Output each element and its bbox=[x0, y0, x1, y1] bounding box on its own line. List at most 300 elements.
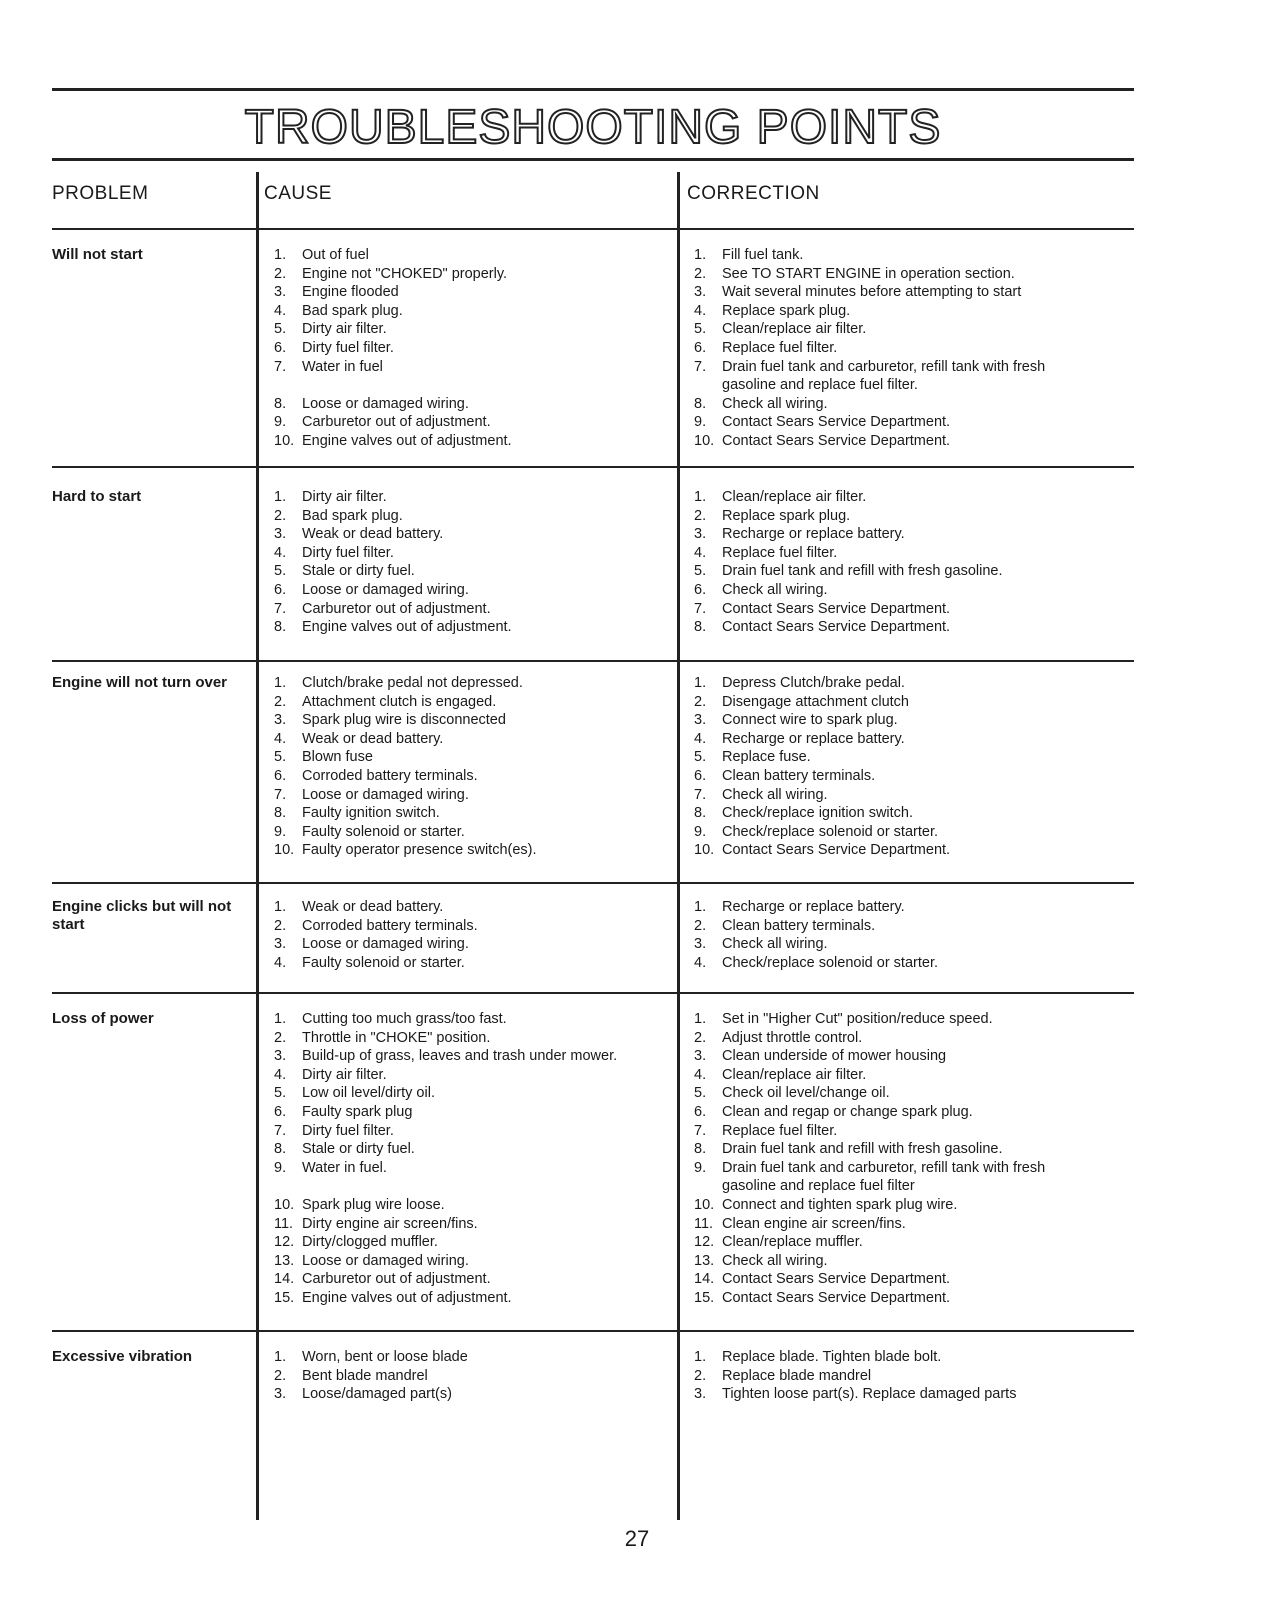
item-text: Weak or dead battery. bbox=[302, 899, 444, 915]
item-text: Dirty fuel filter. bbox=[302, 1122, 394, 1139]
item-number: 4. bbox=[694, 730, 707, 747]
correction-item bbox=[694, 711, 1134, 730]
item-number: 2. bbox=[274, 1367, 287, 1384]
item-text: Engine valves out of adjustment. bbox=[302, 432, 512, 449]
correction-item bbox=[694, 917, 1134, 936]
cause-item bbox=[274, 954, 694, 973]
item-number: 2. bbox=[274, 507, 287, 524]
item-text: Loose or damaged wiring. bbox=[302, 581, 469, 598]
item-number: 4. bbox=[274, 544, 287, 561]
item-number: 1. bbox=[694, 1349, 707, 1365]
correction-item bbox=[694, 395, 1134, 414]
item-number: 8. bbox=[694, 619, 707, 636]
item-text: Stale or dirty fuel. bbox=[302, 1141, 415, 1158]
item-number: 9. bbox=[694, 414, 707, 431]
section-separator bbox=[52, 466, 1134, 468]
item-text: Dirty air filter. bbox=[302, 321, 387, 338]
correction-item bbox=[694, 246, 1134, 265]
item-text: Loose/damaged part(s) bbox=[302, 1386, 452, 1403]
item-text: Clean engine air screen/fins. bbox=[722, 1215, 906, 1232]
cause-item bbox=[274, 302, 694, 321]
header-rule bbox=[52, 228, 1134, 230]
correction-item bbox=[694, 954, 1134, 973]
item-text bbox=[302, 376, 694, 395]
cause-item bbox=[274, 935, 694, 954]
item-text: Clean battery terminals. bbox=[722, 767, 876, 784]
correction-item bbox=[694, 935, 1134, 954]
cause-item bbox=[274, 1103, 694, 1122]
section-separator bbox=[52, 660, 1134, 662]
correction-item bbox=[694, 1029, 1134, 1048]
cause-item bbox=[274, 1367, 694, 1386]
cause-list bbox=[274, 1010, 694, 1308]
item-text: Replace spark plug. bbox=[722, 507, 851, 524]
cause-item bbox=[274, 693, 694, 712]
correction-item bbox=[694, 786, 1134, 805]
item-text: Faulty solenoid or starter. bbox=[302, 823, 465, 840]
item-text: Weak or dead battery. bbox=[302, 526, 444, 543]
section-separator bbox=[52, 882, 1134, 884]
item-text: Stale or dirty fuel. bbox=[302, 563, 415, 580]
item-text: Low oil level/dirty oil. bbox=[302, 1085, 435, 1102]
correction-item bbox=[694, 1010, 1134, 1029]
item-number: 5. bbox=[274, 749, 287, 766]
page-title: TROUBLESHOOTING POINTS bbox=[244, 101, 942, 154]
item-text: Dirty air filter. bbox=[302, 489, 387, 505]
item-text: Clutch/brake pedal not depressed. bbox=[302, 675, 523, 691]
item-number: 7. bbox=[274, 358, 287, 375]
item-text: Faulty spark plug bbox=[302, 1103, 413, 1120]
item-number: 13. bbox=[694, 1252, 715, 1269]
problem-label: Engine clicks but will not start bbox=[52, 898, 232, 933]
cause-item bbox=[274, 898, 694, 917]
item-number bbox=[274, 1177, 302, 1196]
item-text: Adjust throttle control. bbox=[722, 1029, 863, 1046]
item-text: Faulty operator presence switch(es). bbox=[302, 842, 537, 859]
correction-list bbox=[694, 1010, 1134, 1308]
item-text: Dirty fuel filter. bbox=[302, 544, 394, 561]
cause-item bbox=[274, 618, 694, 637]
item-text: Loose or damaged wiring. bbox=[302, 395, 469, 412]
item-number: 2. bbox=[694, 265, 707, 282]
item-number: 6. bbox=[274, 581, 287, 598]
correction-list bbox=[694, 674, 1134, 860]
correction-item bbox=[694, 1103, 1134, 1122]
correction-item bbox=[694, 1270, 1134, 1289]
item-number: 3. bbox=[274, 1386, 287, 1403]
item-number: 13. bbox=[274, 1252, 295, 1269]
item-text: Contact Sears Service Department. bbox=[722, 432, 951, 449]
cause-item bbox=[274, 1270, 694, 1289]
item-text: Engine valves out of adjustment. bbox=[302, 619, 512, 636]
item-number: 1. bbox=[694, 1011, 707, 1027]
item-number: 2. bbox=[694, 1029, 707, 1046]
correction-item bbox=[694, 488, 1134, 507]
item-text: Clean battery terminals. bbox=[722, 917, 876, 934]
item-text: Blown fuse bbox=[302, 749, 373, 766]
top-rule bbox=[52, 88, 1134, 91]
cause-item bbox=[274, 841, 694, 860]
item-text: Check all wiring. bbox=[722, 395, 828, 412]
item-number: 3. bbox=[694, 712, 707, 729]
correction-item bbox=[694, 302, 1134, 321]
item-text: Contact Sears Service Department. bbox=[722, 619, 951, 636]
item-number: 3. bbox=[274, 1048, 287, 1065]
item-text: Bad spark plug. bbox=[302, 507, 403, 524]
item-number: 7. bbox=[274, 1122, 287, 1139]
item-text: Recharge or replace battery. bbox=[722, 526, 905, 543]
item-number: 14. bbox=[274, 1271, 295, 1288]
item-text: Check/replace solenoid or starter. bbox=[722, 823, 938, 840]
cause-list bbox=[274, 246, 694, 451]
item-text: Carburetor out of adjustment. bbox=[302, 1271, 491, 1288]
correction-item bbox=[694, 693, 1134, 712]
cause-item bbox=[274, 730, 694, 749]
item-number: 3. bbox=[694, 284, 707, 301]
correction-item bbox=[694, 1196, 1134, 1215]
cause-item bbox=[274, 1196, 694, 1215]
item-text: Drain fuel tank and carburetor, refill tank with fresh bbox=[722, 358, 1046, 375]
cause-item bbox=[274, 1348, 694, 1367]
item-text: Bent blade mandrel bbox=[302, 1367, 428, 1384]
item-text: Out of fuel bbox=[302, 247, 369, 263]
cause-item bbox=[274, 917, 694, 936]
item-number: 1. bbox=[274, 247, 287, 263]
cause-item bbox=[274, 395, 694, 414]
cause-list bbox=[274, 674, 694, 860]
item-text: Recharge or replace battery. bbox=[722, 899, 905, 915]
correction-item bbox=[694, 432, 1134, 451]
item-text: Set in "Higher Cut" position/reduce speed. bbox=[722, 1011, 993, 1027]
cause-item bbox=[274, 1385, 694, 1404]
item-text bbox=[302, 1177, 694, 1196]
item-number: 4. bbox=[274, 954, 287, 971]
item-text: Clean and regap or change spark plug. bbox=[722, 1103, 973, 1120]
cause-item bbox=[274, 823, 694, 842]
cause-list bbox=[274, 1348, 694, 1404]
section-separator bbox=[52, 1330, 1134, 1332]
cause-item bbox=[274, 320, 694, 339]
item-number: 5. bbox=[694, 321, 707, 338]
cause-item bbox=[274, 1177, 694, 1196]
item-text: Connect wire to spark plug. bbox=[722, 712, 898, 729]
correction-item bbox=[694, 581, 1134, 600]
item-text: Replace blade mandrel bbox=[722, 1367, 872, 1384]
cause-item bbox=[274, 432, 694, 451]
item-number: 5. bbox=[274, 321, 287, 338]
item-text: Throttle in "CHOKE" position. bbox=[302, 1029, 491, 1046]
cause-item bbox=[274, 711, 694, 730]
page-number: 27 bbox=[624, 1526, 650, 1551]
cause-item bbox=[274, 413, 694, 432]
item-text: See TO START ENGINE in operation section. bbox=[722, 265, 1015, 282]
cause-list bbox=[274, 488, 694, 637]
item-number: 3. bbox=[694, 1048, 707, 1065]
item-number: 8. bbox=[274, 805, 287, 822]
item-number: 11. bbox=[694, 1215, 714, 1232]
item-text: Faulty ignition switch. bbox=[302, 805, 440, 822]
item-number: 10. bbox=[694, 432, 715, 449]
item-text: Drain fuel tank and carburetor, refill tank with fresh bbox=[722, 1159, 1046, 1176]
correction-item bbox=[694, 748, 1134, 767]
correction-list bbox=[694, 898, 1134, 972]
item-number: 4. bbox=[694, 1066, 707, 1083]
item-number: 2. bbox=[694, 1367, 707, 1384]
cause-item bbox=[274, 1084, 694, 1103]
item-number: 4. bbox=[274, 1066, 287, 1083]
item-number: 7. bbox=[694, 1122, 707, 1139]
cause-item bbox=[274, 246, 694, 265]
item-number: 8. bbox=[274, 619, 287, 636]
item-text: Engine not "CHOKED" properly. bbox=[302, 265, 508, 282]
header-correction: CORRECTION bbox=[687, 183, 820, 204]
correction-item bbox=[694, 1215, 1134, 1234]
correction-item bbox=[694, 544, 1134, 563]
correction-item bbox=[694, 339, 1134, 358]
item-text: Drain fuel tank and refill with fresh gasoline. bbox=[722, 1141, 1003, 1158]
item-text: Clean underside of mower housing bbox=[722, 1048, 947, 1065]
item-text: Cutting too much grass/too fast. bbox=[302, 1011, 507, 1027]
item-text: Depress Clutch/brake pedal. bbox=[722, 675, 905, 691]
cause-item bbox=[274, 265, 694, 284]
correction-item bbox=[694, 1122, 1134, 1141]
item-text: Bad spark plug. bbox=[302, 302, 403, 319]
cause-item bbox=[274, 804, 694, 823]
correction-item bbox=[694, 1066, 1134, 1085]
item-number: 1. bbox=[274, 675, 287, 691]
item-number: 11. bbox=[274, 1215, 294, 1232]
cause-item bbox=[274, 1289, 694, 1308]
correction-item bbox=[694, 1289, 1134, 1308]
header-problem: PROBLEM bbox=[52, 183, 149, 204]
item-text: Loose or damaged wiring. bbox=[302, 936, 469, 953]
item-number: 15. bbox=[274, 1289, 295, 1306]
item-number bbox=[694, 1177, 722, 1196]
item-number: 3. bbox=[694, 936, 707, 953]
item-number: 4. bbox=[694, 544, 707, 561]
item-number: 5. bbox=[694, 1085, 707, 1102]
item-number: 3. bbox=[694, 1386, 707, 1403]
item-number: 5. bbox=[274, 563, 287, 580]
item-number: 10. bbox=[274, 1196, 295, 1213]
item-number: 8. bbox=[694, 1141, 707, 1158]
item-text: Contact Sears Service Department. bbox=[722, 1271, 951, 1288]
item-number: 4. bbox=[694, 954, 707, 971]
item-text: Faulty solenoid or starter. bbox=[302, 954, 465, 971]
item-text: Check/replace solenoid or starter. bbox=[722, 954, 938, 971]
item-text: gasoline and replace fuel filter. bbox=[722, 377, 918, 394]
item-number bbox=[694, 376, 722, 395]
problem-label: Will not start bbox=[52, 246, 143, 263]
item-number: 5. bbox=[694, 563, 707, 580]
item-text: Dirty/clogged muffler. bbox=[302, 1234, 438, 1251]
item-text: Check all wiring. bbox=[722, 936, 828, 953]
item-text: Contact Sears Service Department. bbox=[722, 842, 951, 859]
item-number: 1. bbox=[694, 247, 707, 263]
item-number: 1. bbox=[274, 1011, 287, 1027]
item-number: 1. bbox=[274, 1349, 287, 1365]
cause-item bbox=[274, 1252, 694, 1271]
problem-label: Excessive vibration bbox=[52, 1348, 193, 1365]
cause-item bbox=[274, 1215, 694, 1234]
cause-item bbox=[274, 1159, 694, 1178]
item-number: 1. bbox=[274, 489, 287, 505]
item-number: 10. bbox=[274, 842, 295, 859]
item-text: Build-up of grass, leaves and trash under mower. bbox=[302, 1048, 618, 1065]
item-text: Clean/replace air filter. bbox=[722, 321, 867, 338]
correction-list bbox=[694, 488, 1134, 637]
header-cause: CAUSE bbox=[264, 183, 332, 204]
cause-item bbox=[274, 1010, 694, 1029]
item-number: 9. bbox=[274, 414, 287, 431]
item-number: 9. bbox=[274, 1159, 287, 1176]
correction-item bbox=[694, 376, 1134, 395]
cause-item bbox=[274, 507, 694, 526]
cause-item bbox=[274, 1233, 694, 1252]
item-number: 1. bbox=[694, 489, 707, 505]
correction-item bbox=[694, 767, 1134, 786]
item-number: 9. bbox=[694, 823, 707, 840]
item-text: Worn, bent or loose blade bbox=[302, 1349, 468, 1365]
cause-item bbox=[274, 674, 694, 693]
item-number: 8. bbox=[694, 395, 707, 412]
correction-list bbox=[694, 1348, 1134, 1404]
correction-item bbox=[694, 1367, 1134, 1386]
cause-item bbox=[274, 581, 694, 600]
item-text: Connect and tighten spark plug wire. bbox=[722, 1196, 958, 1213]
item-number: 7. bbox=[274, 786, 287, 803]
item-number: 1. bbox=[694, 675, 707, 691]
item-text: Check all wiring. bbox=[722, 1252, 828, 1269]
item-number: 8. bbox=[274, 1141, 287, 1158]
correction-item bbox=[694, 1047, 1134, 1066]
item-text: Carburetor out of adjustment. bbox=[302, 600, 491, 617]
item-text: Dirty air filter. bbox=[302, 1066, 387, 1083]
correction-item bbox=[694, 730, 1134, 749]
item-number: 7. bbox=[274, 600, 287, 617]
item-number: 7. bbox=[694, 600, 707, 617]
cause-item bbox=[274, 544, 694, 563]
cause-item bbox=[274, 748, 694, 767]
item-number: 1. bbox=[274, 899, 287, 915]
cause-item bbox=[274, 767, 694, 786]
cause-item bbox=[274, 283, 694, 302]
item-number: 6. bbox=[274, 339, 287, 356]
correction-item bbox=[694, 265, 1134, 284]
item-text: Recharge or replace battery. bbox=[722, 730, 905, 747]
item-number: 9. bbox=[694, 1159, 707, 1176]
correction-item bbox=[694, 562, 1134, 581]
cause-item bbox=[274, 1047, 694, 1066]
cause-item bbox=[274, 488, 694, 507]
item-number: 12. bbox=[694, 1234, 715, 1251]
item-text: Replace spark plug. bbox=[722, 302, 851, 319]
item-number: 12. bbox=[274, 1234, 295, 1251]
item-number: 4. bbox=[274, 302, 287, 319]
problem-label: Hard to start bbox=[52, 488, 142, 505]
item-number: 10. bbox=[694, 1196, 715, 1213]
correction-item bbox=[694, 674, 1134, 693]
item-number: 8. bbox=[694, 805, 707, 822]
section-separator bbox=[52, 992, 1134, 994]
item-text: Dirty fuel filter. bbox=[302, 339, 394, 356]
item-number: 2. bbox=[694, 693, 707, 710]
correction-item bbox=[694, 1159, 1134, 1178]
item-number: 10. bbox=[274, 432, 295, 449]
correction-item bbox=[694, 525, 1134, 544]
item-text: Loose or damaged wiring. bbox=[302, 1252, 469, 1269]
item-number: 6. bbox=[694, 339, 707, 356]
cause-item bbox=[274, 600, 694, 619]
problem-label: Engine will not turn over bbox=[52, 674, 228, 691]
item-text: Replace fuel filter. bbox=[722, 339, 838, 356]
correction-item bbox=[694, 823, 1134, 842]
cause-item bbox=[274, 786, 694, 805]
item-text: Weak or dead battery. bbox=[302, 730, 444, 747]
item-number: 4. bbox=[274, 730, 287, 747]
cause-list bbox=[274, 898, 694, 972]
item-text: Carburetor out of adjustment. bbox=[302, 414, 491, 431]
item-number: 6. bbox=[274, 1103, 287, 1120]
item-text: Check/replace ignition switch. bbox=[722, 805, 914, 822]
problem-label: Loss of power bbox=[52, 1010, 154, 1027]
item-number: 7. bbox=[694, 358, 707, 375]
item-text: Clean/replace air filter. bbox=[722, 489, 867, 505]
item-number: 8. bbox=[274, 395, 287, 412]
item-text: Dirty engine air screen/fins. bbox=[302, 1215, 478, 1232]
item-text: Corroded battery terminals. bbox=[302, 917, 478, 934]
item-number: 3. bbox=[274, 526, 287, 543]
correction-item bbox=[694, 841, 1134, 860]
item-text: Check all wiring. bbox=[722, 581, 828, 598]
item-number: 4. bbox=[694, 302, 707, 319]
item-number: 2. bbox=[694, 507, 707, 524]
item-text: Drain fuel tank and refill with fresh gasoline. bbox=[722, 563, 1003, 580]
correction-item bbox=[694, 600, 1134, 619]
item-number: 3. bbox=[694, 526, 707, 543]
cause-item bbox=[274, 1029, 694, 1048]
item-text: Spark plug wire loose. bbox=[302, 1196, 445, 1213]
item-number: 3. bbox=[274, 936, 287, 953]
item-number: 1. bbox=[694, 899, 707, 915]
item-number: 15. bbox=[694, 1289, 715, 1306]
cause-item bbox=[274, 1140, 694, 1159]
item-text: Contact Sears Service Department. bbox=[722, 1289, 951, 1306]
correction-item bbox=[694, 358, 1134, 377]
item-text: Tighten loose part(s). Replace damaged parts bbox=[722, 1386, 1017, 1403]
correction-item bbox=[694, 1385, 1134, 1404]
item-text: Water in fuel bbox=[302, 358, 383, 375]
title-rule bbox=[52, 158, 1134, 161]
cause-item bbox=[274, 376, 694, 395]
correction-item bbox=[694, 1140, 1134, 1159]
item-text: Corroded battery terminals. bbox=[302, 767, 478, 784]
item-number: 6. bbox=[274, 767, 287, 784]
correction-item bbox=[694, 507, 1134, 526]
item-text: Replace blade. Tighten blade bolt. bbox=[722, 1349, 942, 1365]
item-text: Loose or damaged wiring. bbox=[302, 786, 469, 803]
correction-list bbox=[694, 246, 1134, 451]
item-number: 2. bbox=[694, 917, 707, 934]
correction-item bbox=[694, 283, 1134, 302]
item-number: 6. bbox=[694, 767, 707, 784]
item-text: Attachment clutch is engaged. bbox=[302, 693, 497, 710]
item-text: Contact Sears Service Department. bbox=[722, 414, 951, 431]
correction-item bbox=[694, 1252, 1134, 1271]
cause-item bbox=[274, 339, 694, 358]
correction-item bbox=[694, 1348, 1134, 1367]
item-text: Clean/replace air filter. bbox=[722, 1066, 867, 1083]
